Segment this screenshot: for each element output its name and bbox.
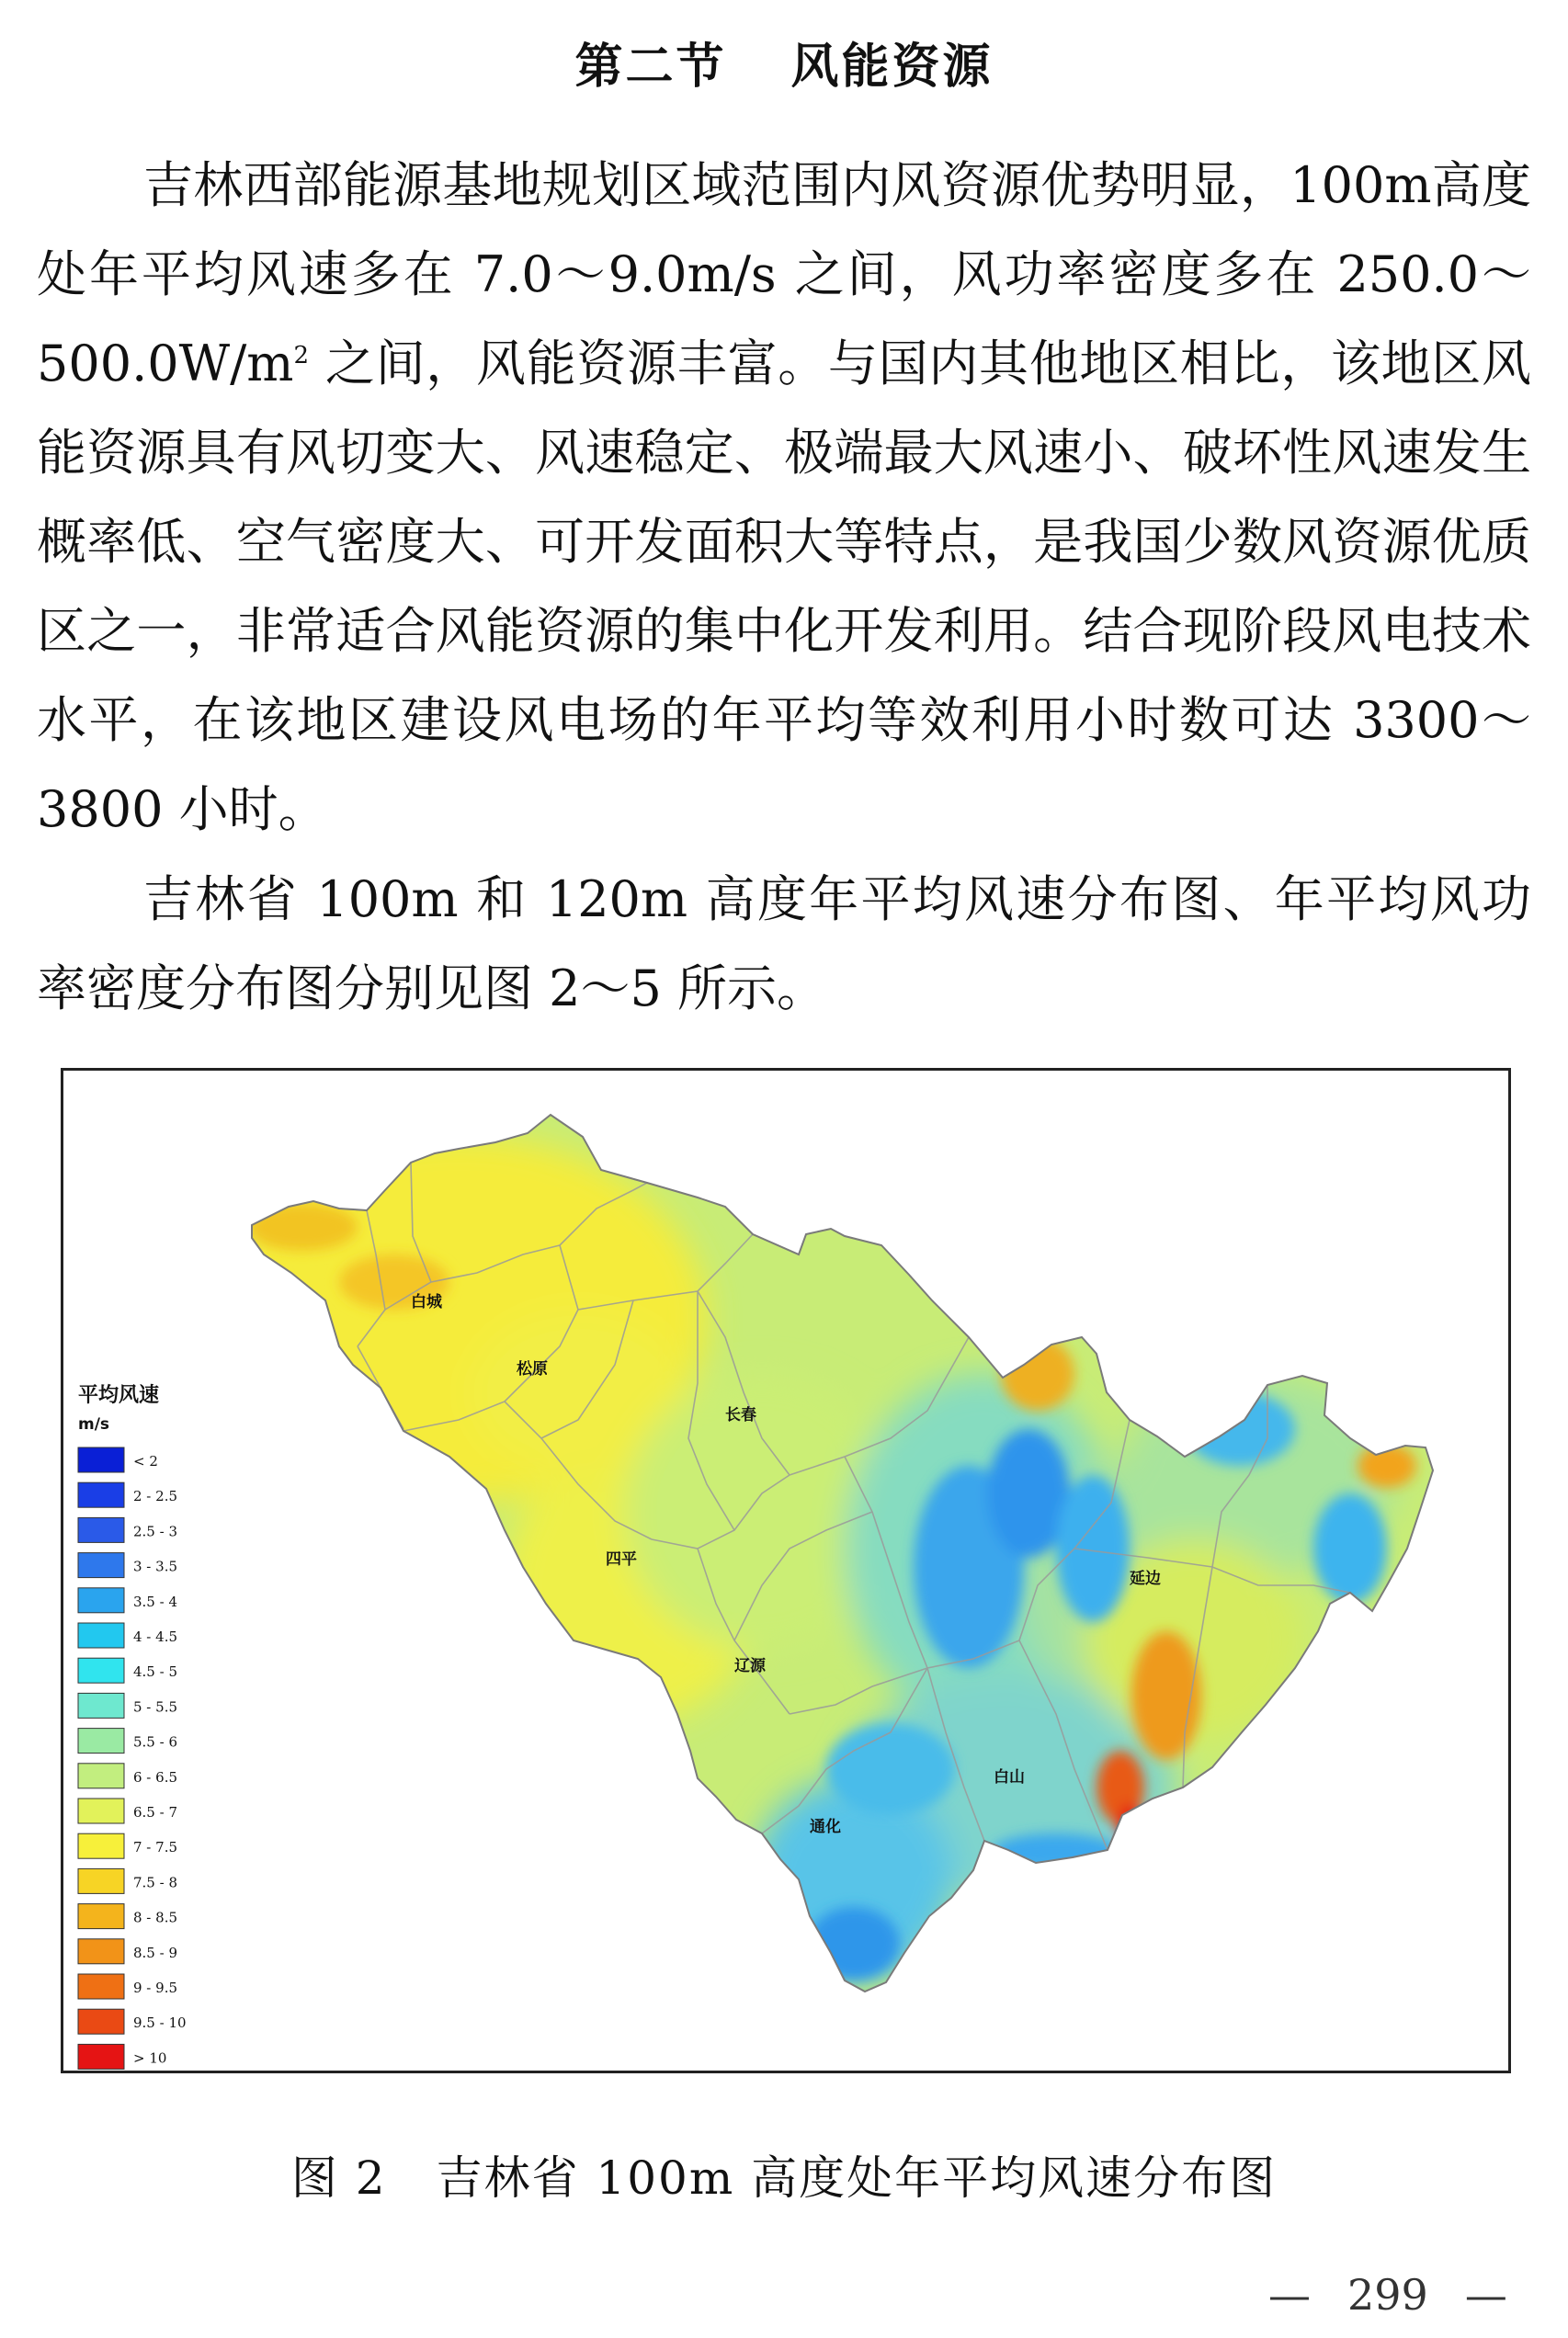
legend-label: > 10: [133, 2049, 167, 2067]
wind-speed-map: [63, 1071, 1508, 2071]
city-label-siping: 四平: [606, 1550, 637, 1569]
legend-swatch: [78, 1447, 124, 1472]
legend-swatch: [78, 1729, 124, 1754]
legend-label: 6.5 - 7: [133, 1804, 178, 1821]
legend-label: 8 - 8.5: [133, 1909, 178, 1926]
legend-label: 4.5 - 5: [133, 1663, 178, 1681]
caption-label: 图 2: [290, 2151, 387, 2205]
legend-swatch: [78, 1588, 124, 1613]
legend-swatch: [78, 1833, 124, 1858]
city-label-changchun: 长春: [725, 1406, 756, 1424]
legend-label: 7.5 - 8: [133, 1874, 178, 1891]
paragraph-1-tail: 之间，风能资源丰富。与国内其他地区相比，该地区风能资源具有风切变大、风速稳定、极端最大风速小、破坏性风速发生概率低、空气密度大、可开发面积大等特点，是我国少数风资源优质区之一，非常适合风能资源的集中化开发利用。结合现阶段风电技术水平，在该地区建设风电场的年平均等效利用小时数可达 3300～3800 小时。: [37, 335, 1531, 838]
legend-title: 平均风速: [78, 1384, 160, 1407]
city-label-tonghua: 通化: [810, 1818, 841, 1836]
legend-swatch: [78, 1623, 124, 1648]
legend-label: 3.5 - 4: [133, 1593, 178, 1610]
legend-label: 9.5 - 10: [133, 2015, 187, 2032]
city-label-songyuan: 松原: [517, 1360, 548, 1379]
legend-label: 6 - 6.5: [133, 1768, 178, 1786]
section-heading: [0, 28, 1568, 96]
legend-swatch: [78, 1517, 124, 1542]
legend-label: 5 - 5.5: [133, 1698, 178, 1716]
legend-unit: m/s: [78, 1415, 110, 1434]
legend-label: 4 - 4.5: [133, 1629, 178, 1645]
legend-swatch: [78, 1764, 124, 1788]
legend-swatch: [78, 2009, 124, 2034]
caption-text: 吉林省 100m 高度处年平均风速分布图: [436, 2151, 1278, 2205]
legend-swatch: [78, 1799, 124, 1823]
dash-left: —: [1268, 2270, 1311, 2320]
legend-swatch: [78, 1939, 124, 1964]
legend-label: 2 - 2.5: [133, 1488, 178, 1505]
legend-label: 7 - 7.5: [133, 1839, 178, 1856]
legend-label: 2.5 - 3: [133, 1523, 178, 1540]
legend-swatch: [78, 1658, 124, 1683]
paragraph-1-text: 吉林西部能源基地规划区域范围内风资源优势明显，100m高度处年平均风速多在 7.0～9.0m/s 之间，风功率密度多在 250.0～500.0W/m: [37, 156, 1531, 392]
legend-swatch: [78, 2044, 124, 2069]
paragraph-1: [37, 141, 1531, 854]
page-number-area: [1268, 2270, 1544, 2320]
legend-swatch: [78, 1693, 124, 1718]
legend-label: 8.5 - 9: [133, 1944, 178, 1961]
legend-swatch: [78, 1482, 124, 1507]
legend-label: 5.5 - 6: [133, 1733, 178, 1751]
legend-swatch: [78, 1904, 124, 1929]
city-label-yanbian: 延边: [1130, 1570, 1161, 1588]
city-label-baishan: 白山: [994, 1768, 1025, 1787]
legend-swatch: [78, 1974, 124, 1999]
paragraph-2: 吉林省 100m 和 120m 高度年平均风速分布图、年平均风功率密度分布图分别见图 2～5 所示。: [37, 870, 1531, 1017]
wind-speed-map-figure: [61, 1068, 1511, 2073]
legend-label: < 2: [133, 1453, 158, 1470]
legend-swatch: [78, 1553, 124, 1578]
legend-label: 9 - 9.5: [133, 1980, 178, 1996]
figure-caption: [0, 2141, 1568, 2207]
page-number: 299: [1347, 2270, 1428, 2320]
legend: [78, 1383, 187, 2069]
city-label-baicheng: 白城: [411, 1293, 442, 1311]
legend-swatch: [78, 1868, 124, 1893]
legend-label: 3 - 3.5: [133, 1558, 178, 1575]
unit-superscript: 2: [293, 342, 310, 369]
city-label-liaoyuan: 辽源: [734, 1657, 766, 1675]
dash-right: —: [1464, 2270, 1507, 2320]
section-label: 第二节: [574, 40, 727, 95]
section-title: 风能资源: [790, 40, 994, 95]
